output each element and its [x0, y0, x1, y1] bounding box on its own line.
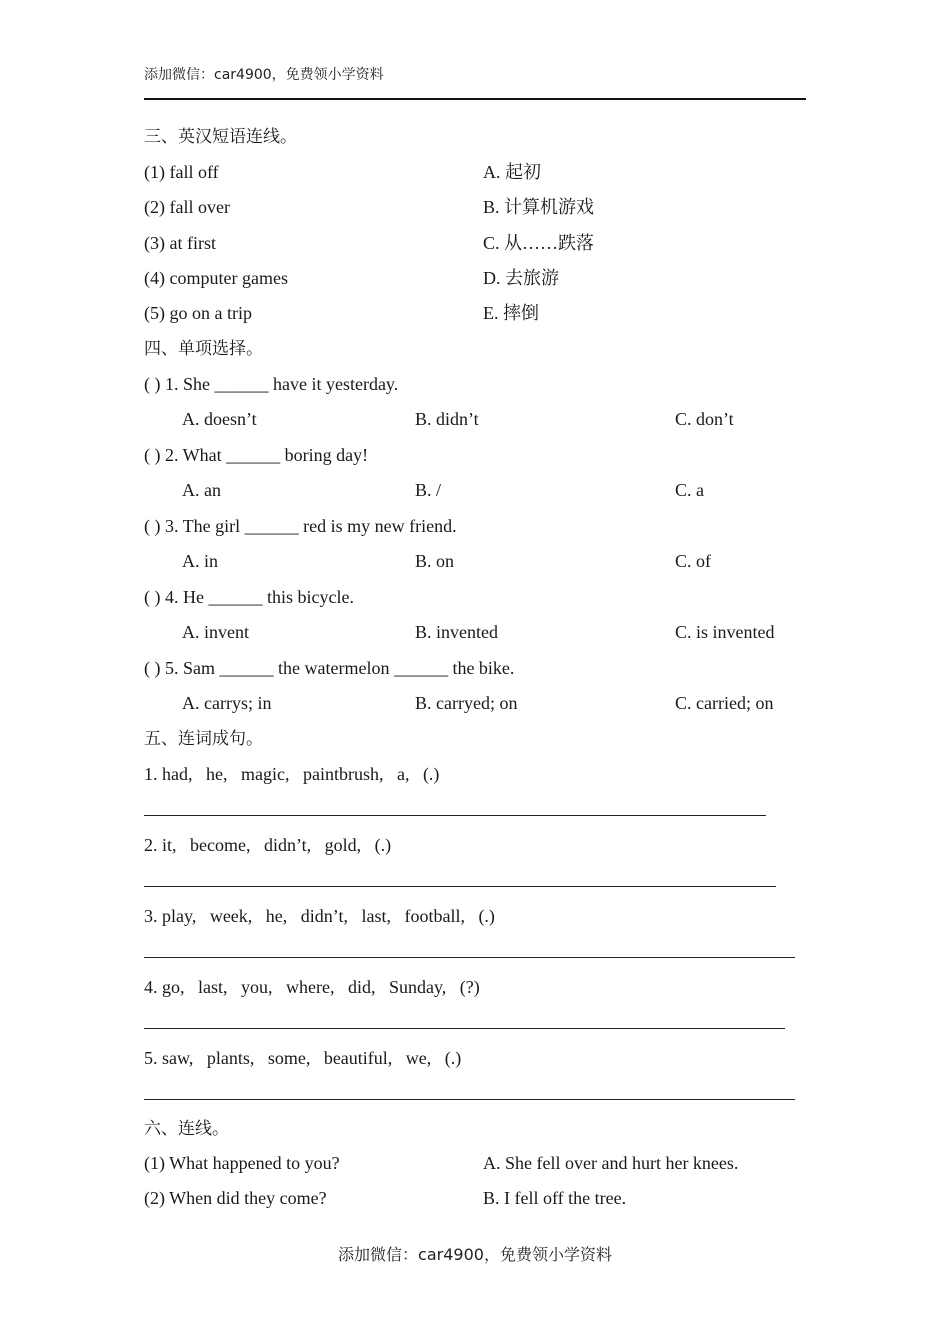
answer-line-1: [144, 815, 766, 816]
answer-line-3: [144, 957, 795, 958]
section4-title: 四、单项选择。: [144, 339, 263, 359]
mc-option-4b: B. invented: [415, 622, 498, 642]
phrase-cn-d: D. 去旅游: [483, 268, 559, 288]
sentence-words-3: 3. play, week, he, didn’t, last, football, (.): [144, 906, 495, 926]
mc-option-3c: C. of: [675, 551, 711, 571]
sentence-words-1: 1. had, he, magic, paintbrush, a, (.): [144, 764, 440, 784]
match-question-1: (1) What happened to you?: [144, 1153, 340, 1173]
mc-option-5a: A. carrys; in: [182, 693, 272, 713]
mc-question-5: ( ) 5. Sam ______ the watermelon ______ the bike.: [144, 658, 515, 678]
answer-line-5: [144, 1099, 795, 1100]
mc-question-3: ( ) 3. The girl ______ red is my new friend.: [144, 516, 457, 536]
mc-option-3b: B. on: [415, 551, 455, 571]
mc-question-1: ( ) 1. She ______ have it yesterday.: [144, 374, 399, 394]
phrase-cn-a: A. 起初: [483, 162, 541, 182]
phrase-cn-e: E. 摔倒: [483, 303, 539, 323]
mc-option-4a: A. invent: [182, 622, 249, 642]
mc-option-5b: B. carryed; on: [415, 693, 518, 713]
phrase-en-5: (5) go on a trip: [144, 303, 252, 323]
match-answer-b: B. I fell off the tree.: [483, 1188, 627, 1208]
header-divider: [144, 98, 806, 100]
mc-question-4: ( ) 4. He ______ this bicycle.: [144, 587, 354, 607]
page-footer: 添加微信：car4900，免费领小学资料: [338, 1245, 612, 1264]
phrase-en-1: (1) fall off: [144, 162, 219, 182]
mc-option-2b: B. /: [415, 480, 442, 500]
section3-title: 三、英汉短语连线。: [144, 127, 297, 147]
match-answer-a: A. She fell over and hurt her knees.: [483, 1153, 739, 1173]
phrase-cn-b: B. 计算机游戏: [483, 197, 595, 217]
section5-title: 五、连词成句。: [144, 729, 263, 749]
page-header: 添加微信：car4900，免费领小学资料: [144, 67, 384, 83]
section6-title: 六、连线。: [144, 1119, 229, 1139]
phrase-en-4: (4) computer games: [144, 268, 288, 288]
sentence-words-2: 2. it, become, didn’t, gold, (.): [144, 835, 392, 855]
mc-option-1b: B. didn’t: [415, 409, 479, 429]
match-question-2: (2) When did they come?: [144, 1188, 327, 1208]
phrase-en-3: (3) at first: [144, 233, 216, 253]
mc-option-4c: C. is invented: [675, 622, 775, 642]
answer-line-4: [144, 1028, 785, 1029]
answer-line-2: [144, 886, 776, 887]
mc-option-2c: C. a: [675, 480, 704, 500]
phrase-cn-c: C. 从……跌落: [483, 233, 595, 253]
phrase-en-2: (2) fall over: [144, 197, 230, 217]
mc-option-1a: A. doesn’t: [182, 409, 257, 429]
sentence-words-4: 4. go, last, you, where, did, Sunday, (?): [144, 977, 480, 997]
mc-option-5c: C. carried; on: [675, 693, 774, 713]
mc-question-2: ( ) 2. What ______ boring day!: [144, 445, 369, 465]
mc-option-3a: A. in: [182, 551, 218, 571]
sentence-words-5: 5. saw, plants, some, beautiful, we, (.): [144, 1048, 462, 1068]
mc-option-1c: C. don’t: [675, 409, 734, 429]
mc-option-2a: A. an: [182, 480, 221, 500]
